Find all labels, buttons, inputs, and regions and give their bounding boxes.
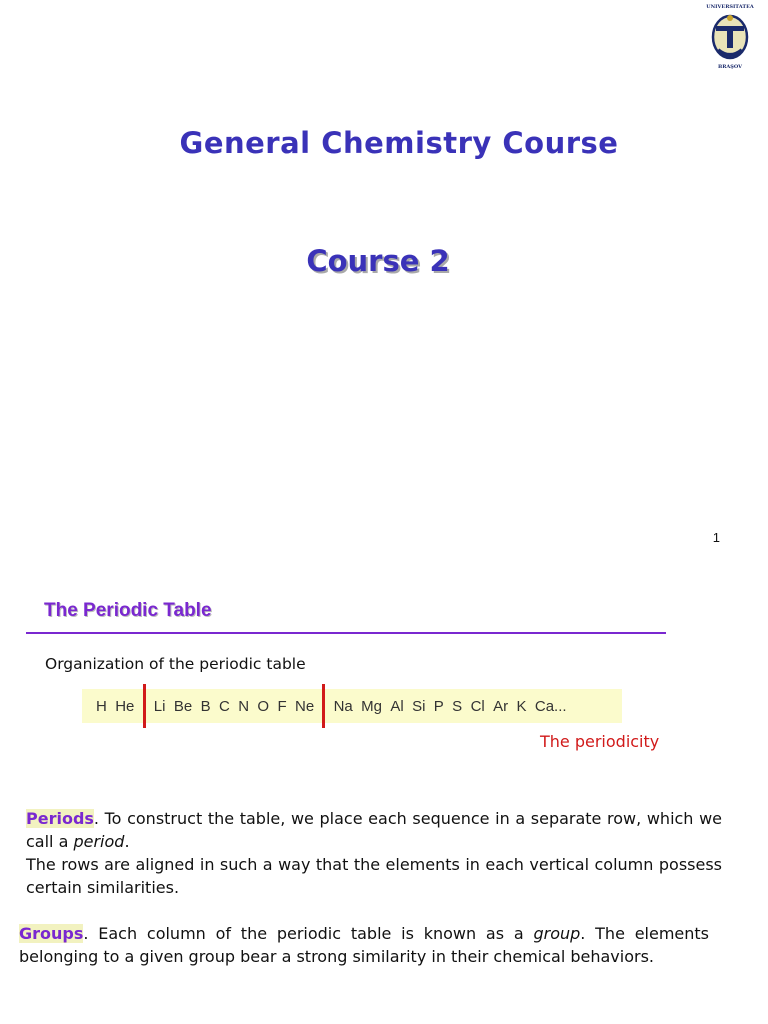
element-symbol: F — [277, 697, 287, 715]
groups-keyword: Groups — [19, 924, 84, 943]
logo-bottom-text: BRAŞOV — [717, 64, 743, 70]
element-symbol: Si — [412, 697, 426, 715]
period-separator — [322, 684, 325, 728]
element-symbol: B — [200, 697, 211, 715]
periods-text-end: . — [124, 832, 130, 851]
section-heading: The Periodic Table — [44, 600, 212, 621]
element-symbol: Ne — [295, 697, 315, 715]
organization-label: Organization of the periodic table — [45, 655, 306, 673]
groups-text: . Each column of the periodic table is known as a — [83, 924, 534, 943]
element-symbol: H — [96, 697, 107, 715]
rows-aligned-text: The rows are aligned in such a way that the elements in each vertical column possess certain similarities. — [26, 855, 722, 897]
page-number: 1 — [712, 530, 720, 545]
period-separator — [143, 684, 146, 728]
element-symbol: N — [238, 697, 250, 715]
element-symbol: Al — [390, 697, 404, 715]
periods-keyword: Periods — [26, 809, 94, 828]
periods-paragraph — [26, 807, 722, 899]
element-symbol: K — [516, 697, 527, 715]
element-symbol: Ar — [493, 697, 509, 715]
logo-emblem-icon — [704, 4, 756, 70]
period-term: period — [73, 832, 125, 851]
element-symbol: S — [452, 697, 463, 715]
groups-paragraph — [19, 922, 709, 968]
element-symbol: O — [257, 697, 270, 715]
element-symbol: He — [115, 697, 135, 715]
groups-text-end: . The elements belonging to a given group bear a strong similarity in their chemical behaviors. — [19, 924, 710, 966]
group-term: group — [533, 924, 581, 943]
element-symbol: Ca... — [534, 697, 567, 715]
element-symbol: Cl — [470, 697, 485, 715]
course-title: General Chemistry Course — [179, 126, 619, 160]
university-logo — [704, 4, 756, 70]
element-symbol: Mg — [361, 697, 382, 715]
element-sequence-bar — [82, 689, 622, 723]
element-symbol: Na — [333, 697, 353, 715]
element-symbol: Li — [153, 697, 166, 715]
slide-2 — [0, 560, 768, 1024]
periods-text: . To construct the table, we place each sequence in a separate row, which we call a — [26, 809, 722, 851]
element-symbol: Be — [173, 697, 193, 715]
element-symbol: P — [433, 697, 444, 715]
element-symbol: C — [218, 697, 230, 715]
logo-top-text: UNIVERSITATEA — [706, 4, 754, 10]
heading-divider — [26, 632, 666, 634]
course-subtitle: Course 2 — [306, 244, 450, 278]
periodicity-label: The periodicity — [540, 732, 660, 751]
